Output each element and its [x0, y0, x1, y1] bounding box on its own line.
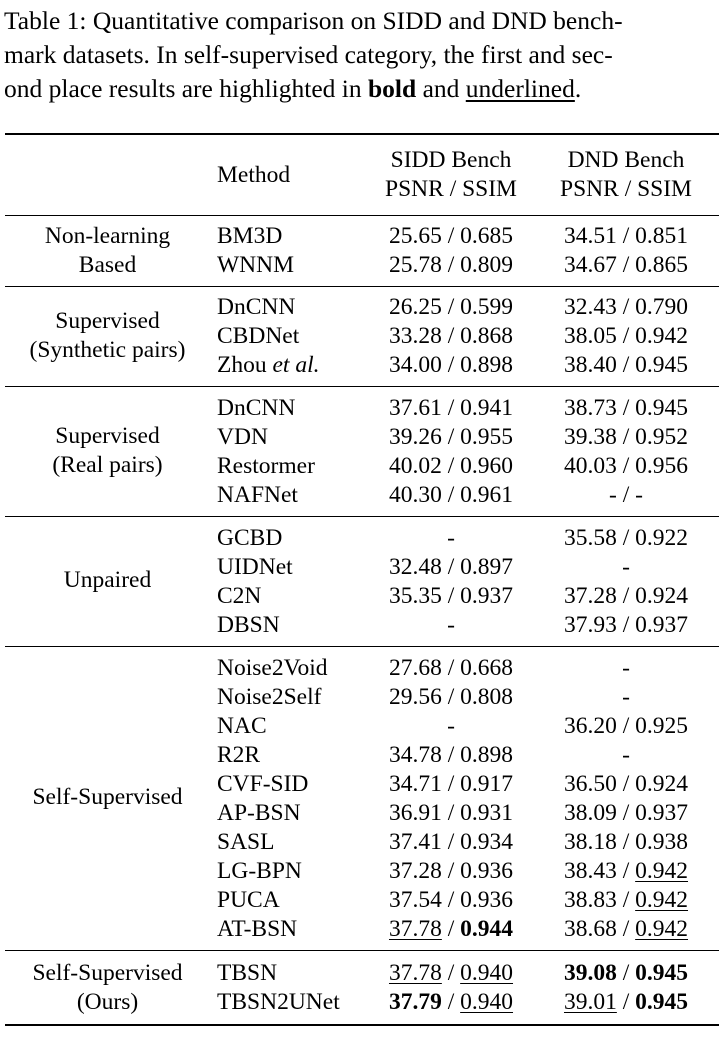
separator: /	[616, 960, 636, 986]
dnd-score: 38.40 / 0.945	[563, 352, 689, 378]
sidd-score	[370, 988, 532, 1016]
method-name: R2R	[217, 742, 261, 768]
method-name: C2N	[217, 583, 262, 609]
dnd-score: -	[622, 554, 630, 580]
category-label: Self-Supervised	[32, 960, 183, 986]
dnd-score: 34.51 / 0.851	[563, 223, 689, 249]
method-name: Restormer	[217, 453, 315, 479]
dnd-score: 39.38 / 0.952	[563, 424, 689, 450]
sidd-score: 35.35 / 0.937	[388, 583, 514, 609]
sidd-score: 37.61 / 0.941	[388, 395, 514, 421]
sidd-score: 34.00 / 0.898	[388, 352, 514, 378]
method-name: DnCNN	[217, 294, 296, 320]
separator: /	[441, 989, 461, 1015]
psnr-value: 37.78	[388, 960, 442, 986]
category-label: (Synthetic pairs)	[29, 337, 186, 363]
sidd-score: 40.02 / 0.960	[388, 453, 514, 479]
sidd-score: 36.91 / 0.931	[388, 800, 514, 826]
top-rule	[5, 133, 719, 135]
sidd-score: 32.48 / 0.897	[388, 554, 514, 580]
header-sidd-top: SIDD Bench	[390, 147, 512, 173]
category-label: Supervised	[55, 308, 160, 334]
psnr-value: 37.78	[388, 916, 442, 942]
dnd-score	[541, 988, 711, 1016]
bottom-rule	[5, 1024, 719, 1026]
method-name: DBSN	[217, 612, 280, 638]
method-name: TBSN	[217, 960, 278, 986]
dnd-score: 36.20 / 0.925	[563, 713, 689, 739]
method-name: SASL	[217, 829, 275, 855]
dnd-score: 40.03 / 0.956	[563, 453, 689, 479]
sidd-score: 29.56 / 0.808	[388, 684, 514, 710]
method-name: DnCNN	[217, 395, 296, 421]
caption-text: ond place results are highlighted in	[4, 74, 368, 103]
ssim-value: 0.942	[635, 916, 689, 942]
sidd-score: 34.71 / 0.917	[388, 771, 514, 797]
dnd-score: 36.50 / 0.924	[563, 771, 689, 797]
separator: /	[616, 989, 636, 1015]
dnd-score: 37.93 / 0.937	[563, 612, 689, 638]
psnr-value: 38.83	[563, 887, 617, 913]
caption-underlined-word: underlined	[465, 74, 575, 103]
method-name: TBSN2UNet	[217, 989, 340, 1015]
psnr-value: 38.43	[563, 858, 617, 884]
category-label: (Ours)	[76, 989, 139, 1015]
method-name-suffix: et al.	[272, 352, 320, 378]
caption-line-3	[4, 72, 716, 106]
header-dnd-top: DND Bench	[567, 147, 685, 173]
method-name: CVF-SID	[217, 771, 309, 797]
group-rule	[5, 646, 719, 647]
sidd-score: 37.28 / 0.936	[388, 858, 514, 884]
ssim-value: 0.945	[635, 989, 689, 1015]
dnd-score: 38.73 / 0.945	[563, 395, 689, 421]
separator: /	[616, 887, 636, 913]
header-method: Method	[217, 162, 291, 188]
group-rule	[5, 286, 719, 287]
dnd-score: 32.43 / 0.790	[563, 294, 689, 320]
separator: /	[441, 916, 461, 942]
sidd-score: 25.65 / 0.685	[388, 223, 514, 249]
sidd-score	[370, 959, 532, 987]
category-label: (Real pairs)	[52, 452, 163, 478]
dnd-score: 38.18 / 0.938	[563, 829, 689, 855]
dnd-score: 35.58 / 0.922	[563, 525, 689, 551]
caption-line-2: mark datasets. In self-supervised category, the first and sec-	[4, 40, 613, 69]
ssim-value: 0.942	[635, 858, 689, 884]
caption-bold-word: bold	[368, 74, 417, 103]
sidd-score: 25.78 / 0.809	[388, 252, 514, 278]
psnr-value: 39.01	[563, 989, 617, 1015]
method-name: NAC	[217, 713, 267, 739]
dnd-score	[541, 915, 711, 943]
method-name	[217, 351, 319, 379]
dnd-score: 38.05 / 0.942	[563, 323, 689, 349]
header-rule	[5, 215, 719, 216]
header-dnd-bottom: PSNR / SSIM	[560, 176, 692, 202]
sidd-score: 37.54 / 0.936	[388, 887, 514, 913]
category-label: Self-Supervised	[32, 784, 183, 810]
method-name-text: Zhou	[217, 352, 267, 378]
method-name: CBDNet	[217, 323, 300, 349]
sidd-score: 37.41 / 0.934	[388, 829, 514, 855]
category-label: Non-learning	[44, 223, 171, 249]
method-name: AP-BSN	[217, 800, 301, 826]
sidd-score: -	[447, 713, 455, 739]
method-name: AT-BSN	[217, 916, 298, 942]
separator: /	[616, 916, 636, 942]
psnr-value: 37.79	[388, 989, 442, 1015]
header-sidd-bottom: PSNR / SSIM	[385, 176, 517, 202]
table-caption	[4, 4, 716, 106]
group-rule	[5, 386, 719, 387]
sidd-score: 26.25 / 0.599	[388, 294, 514, 320]
dnd-score: 38.09 / 0.937	[563, 800, 689, 826]
method-name: WNNM	[217, 252, 295, 278]
ssim-value: 0.942	[635, 887, 689, 913]
ssim-value: 0.944	[460, 916, 514, 942]
method-name: VDN	[217, 424, 268, 450]
dnd-score: -	[622, 655, 630, 681]
method-name: LG-BPN	[217, 858, 302, 884]
sidd-score: 39.26 / 0.955	[388, 424, 514, 450]
sidd-score: 27.68 / 0.668	[388, 655, 514, 681]
sidd-score	[370, 915, 532, 943]
ssim-value: 0.940	[460, 989, 514, 1015]
separator: /	[441, 960, 461, 986]
sidd-score: 40.30 / 0.961	[388, 482, 514, 508]
sidd-score: -	[447, 612, 455, 638]
category-label: Supervised	[55, 423, 160, 449]
caption-text: and	[416, 74, 466, 103]
caption-line-1: Table 1: Quantitative comparison on SIDD and DND bench-	[4, 6, 623, 35]
ssim-value: 0.940	[460, 960, 514, 986]
dnd-score	[541, 857, 711, 885]
method-name: Noise2Void	[217, 655, 328, 681]
dnd-score	[541, 886, 711, 914]
sidd-score: 33.28 / 0.868	[388, 323, 514, 349]
method-name: PUCA	[217, 887, 280, 913]
dnd-score	[541, 959, 711, 987]
separator: /	[616, 858, 636, 884]
group-rule	[5, 950, 719, 951]
sidd-score: -	[447, 525, 455, 551]
category-label: Based	[78, 252, 137, 278]
method-name: UIDNet	[217, 554, 293, 580]
method-name: GCBD	[217, 525, 283, 551]
method-name: Noise2Self	[217, 684, 322, 710]
psnr-value: 39.08	[563, 960, 617, 986]
dnd-score: - / -	[609, 482, 643, 508]
caption-text: .	[574, 74, 582, 103]
group-rule	[5, 516, 719, 517]
ssim-value: 0.945	[635, 960, 689, 986]
method-name: NAFNet	[217, 482, 298, 508]
category-label: Unpaired	[63, 567, 152, 593]
dnd-score: 34.67 / 0.865	[563, 252, 689, 278]
dnd-score: -	[622, 684, 630, 710]
dnd-score: -	[622, 742, 630, 768]
method-name: BM3D	[217, 223, 283, 249]
dnd-score: 37.28 / 0.924	[563, 583, 689, 609]
sidd-score: 34.78 / 0.898	[388, 742, 514, 768]
psnr-value: 38.68	[563, 916, 617, 942]
